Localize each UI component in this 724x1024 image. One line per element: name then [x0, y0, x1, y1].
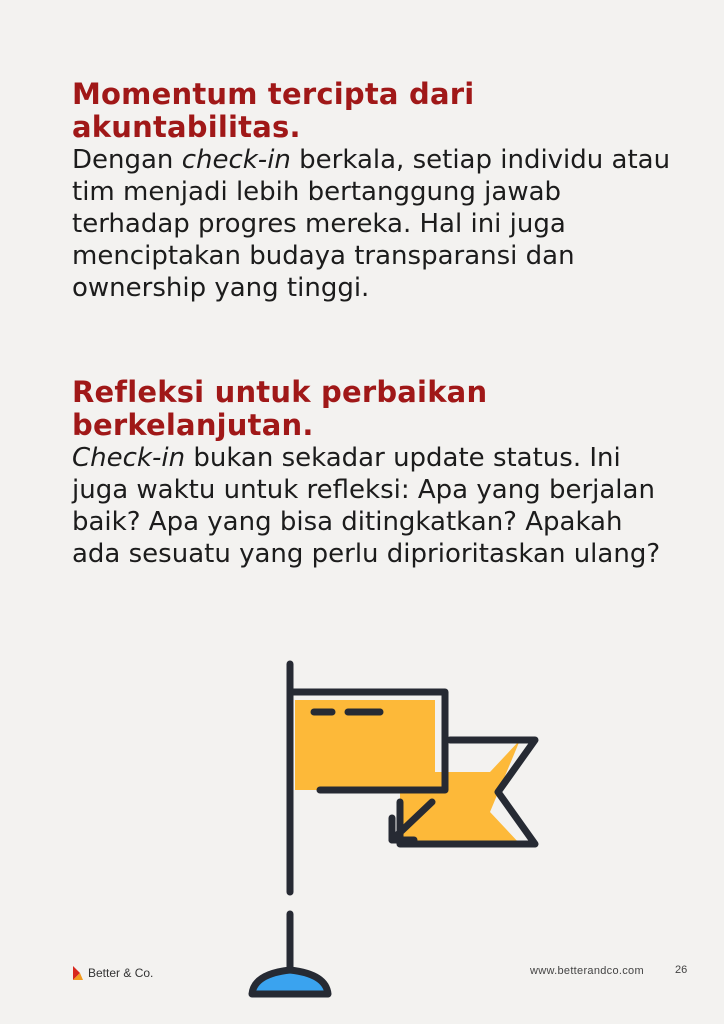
section-body — [72, 144, 672, 304]
section-body — [72, 442, 672, 570]
footer-url: www.betterandco.com — [530, 965, 644, 977]
brand-name: Better & Co. — [88, 966, 154, 980]
body-emphasis: Check-in — [72, 443, 186, 473]
body-lead: Dengan — [72, 145, 182, 175]
section-heading: Momentum tercipta dari akuntabilitas. — [72, 77, 475, 144]
footer-brand — [72, 963, 153, 983]
flag-icon — [240, 652, 560, 1012]
flag-base — [252, 970, 328, 994]
section-refleksi — [72, 376, 672, 570]
page-number: 26 — [675, 964, 688, 976]
body-rest: berkala, setiap individu atau tim menjadi lebih bertanggung jawab terhadap progres mereka. Hal ini juga menciptakan budaya transparansi dan ownership yang tinggi. — [72, 145, 671, 303]
body-rest: bukan sekadar update status. Ini juga waktu untuk refleksi: Apa yang berjalan baik? Apa yang bisa ditingkatkan? Apakah ada sesuatu yang perlu diprioritaskan ulang? — [72, 443, 661, 569]
body-emphasis: check-in — [181, 145, 291, 175]
section-momentum — [72, 78, 672, 304]
section-heading: Refleksi untuk perbaikan berkelanjutan. — [72, 375, 488, 442]
better-logo-icon — [72, 965, 84, 981]
